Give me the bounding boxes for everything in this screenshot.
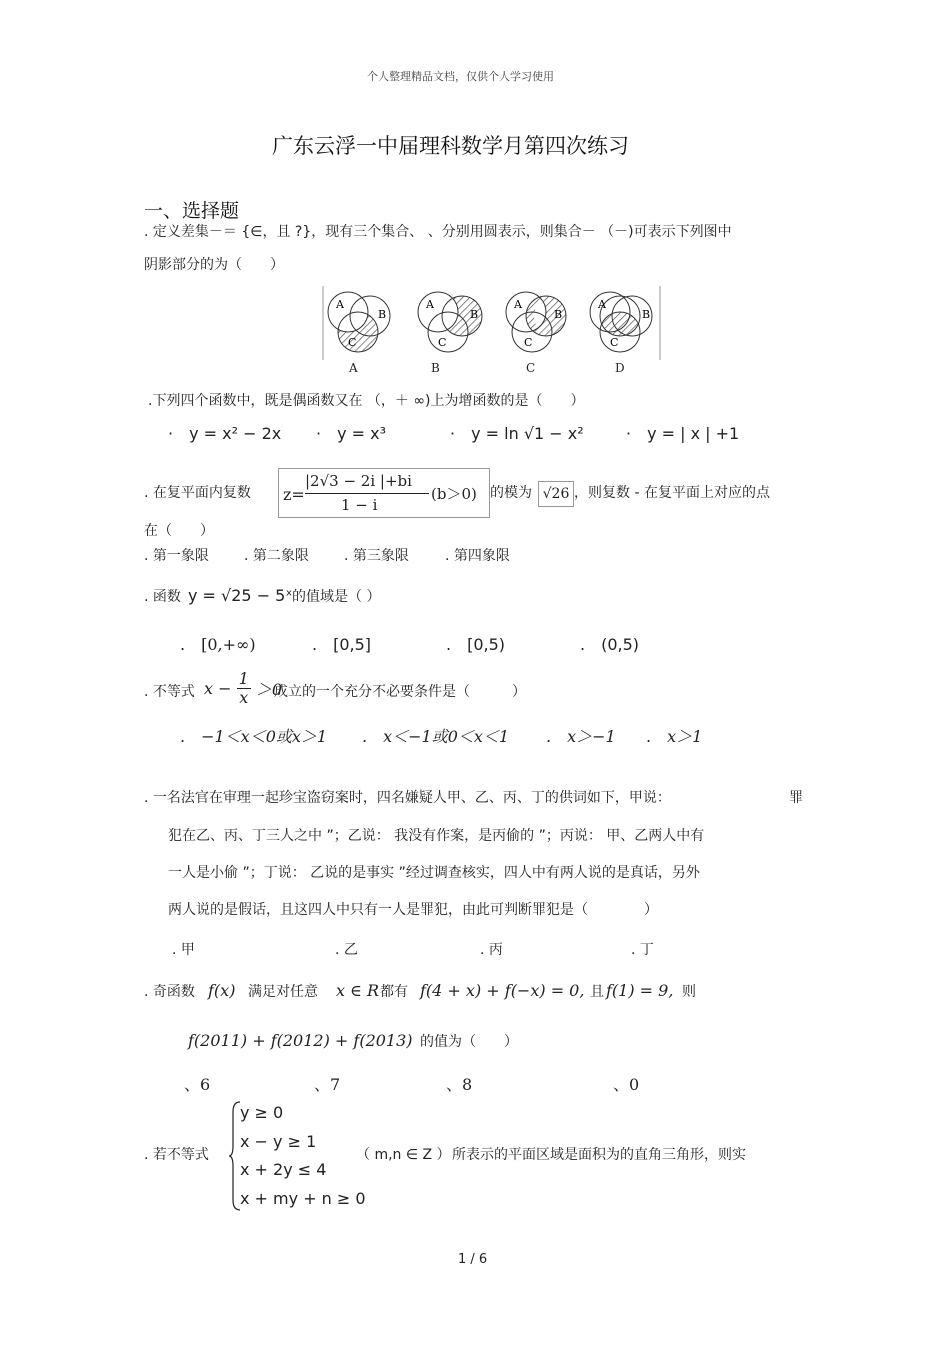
- venn-diagrams: [322, 284, 662, 376]
- q3-mid: 的模为: [490, 485, 532, 501]
- venn-d: [590, 292, 652, 352]
- q4-option-d: . (0,5): [580, 635, 640, 654]
- q5-option-c: . x＞−1: [546, 727, 616, 746]
- q6-option-b: . 乙: [335, 942, 358, 958]
- q6-line3: 一人是小偷 ”；丁说： 乙说的是事实 ”经过调查核实，四人中有两人说的是真话，另外: [168, 865, 700, 881]
- q7-post: 的值为（ ）: [420, 1034, 518, 1050]
- q7-mid1: 满足对任意: [248, 984, 318, 1000]
- q2-option-b: · y = x³: [316, 424, 387, 443]
- venn-label-b: B: [431, 361, 440, 375]
- q7-eq: f(4 + x) + f(−x) = 0,: [420, 981, 585, 1000]
- q6-line1: . 一名法官在审理一起珍宝盗窃案时，四名嫌疑人甲、乙、丙、丁的供词如下，甲说：: [144, 790, 671, 806]
- q4-expr: y = √25 − 5ˣ: [188, 586, 293, 605]
- svg-text:C: C: [438, 336, 447, 349]
- svg-text:B: B: [554, 308, 563, 321]
- q3-complex-expr: z= |2√3 − 2i |+bi 1 − i (b＞0): [278, 468, 490, 518]
- q7-mid2: 都有: [380, 984, 408, 1000]
- svg-text:B: B: [378, 308, 387, 321]
- q5-option-d: . x＞1: [646, 727, 703, 746]
- q4-post: 的值域是（ ）: [292, 589, 381, 605]
- q6-option-d: . 丁: [631, 942, 654, 958]
- q3-post: ，则复数 - 在复平面上对应的点: [574, 485, 770, 501]
- q5-pre: . 不等式: [144, 684, 195, 700]
- header-note: 个人整理精品文档，仅供个人学习使用: [367, 70, 554, 83]
- q6-option-a: . 甲: [172, 942, 195, 958]
- page-number: 1 / 6: [458, 1252, 488, 1267]
- section-heading: 一、选择题: [144, 200, 240, 222]
- q7-mid3: 且: [590, 984, 604, 1000]
- q5-option-a: . −1＜x＜0或x＞1: [180, 727, 328, 746]
- q6-line4: 两人说的是假话，且这四人中只有一人是罪犯，由此可判断罪犯是（ ）: [168, 902, 658, 918]
- svg-text:C: C: [524, 336, 533, 349]
- venn-c: [506, 292, 566, 352]
- q5-post: 成立的一个充分不必要条件是（ ）: [274, 684, 526, 700]
- q7-option-c: 、8: [446, 1075, 473, 1094]
- q6-line2: 犯在乙、丙、丁三人之中 ”；乙说： 我没有作案，是丙偷的 ”；丙说： 甲、乙两人中有: [168, 828, 705, 844]
- q8-ineq-4: x + my + n ≥ 0: [240, 1189, 366, 1208]
- q6-option-c: . 丙: [480, 942, 503, 958]
- q7-then: 则: [682, 984, 696, 1000]
- svg-text:C: C: [348, 336, 357, 349]
- q2-option-d: · y = | x | +1: [626, 424, 740, 443]
- q4-option-a: . [0,+∞): [180, 635, 256, 654]
- q8-pre: . 若不等式: [144, 1147, 209, 1163]
- page-title: 广东云浮一中届理科数学月第四次练习: [272, 134, 629, 158]
- q2-option-c: · y = ln √1 − x²: [450, 424, 584, 443]
- q8-ineq-1: y ≥ 0: [240, 1103, 284, 1122]
- q7-f1: f(1) = 9,: [606, 981, 674, 1000]
- q7-option-a: 、6: [184, 1075, 211, 1094]
- q8-cond: （ m,n ∈ Z ）: [356, 1147, 451, 1163]
- svg-text:C: C: [610, 336, 619, 349]
- q3-option-c: . 第三象限: [344, 548, 409, 564]
- q4-option-c: . [0,5): [446, 635, 506, 654]
- venn-label-c: C: [526, 361, 536, 375]
- q8-ineq-2: x − y ≥ 1: [240, 1132, 317, 1151]
- q3-option-b: . 第二象限: [244, 548, 309, 564]
- q7-fx: f(x): [208, 981, 236, 1000]
- q5-option-b: . x＜−1或0＜x＜1: [362, 727, 510, 746]
- venn-label-d: D: [615, 361, 625, 375]
- q7-pre: . 奇函数: [144, 984, 195, 1000]
- venn-label-a: A: [349, 361, 358, 375]
- q4-pre: . 函数: [144, 589, 181, 605]
- svg-text:A: A: [426, 298, 434, 311]
- q8-ineq-3: x + 2y ≤ 4: [240, 1160, 327, 1179]
- q5-expr: x − $\frac{1}{x}$ ＞0: [204, 669, 283, 707]
- q7-xr: x ∈ R: [336, 981, 380, 1000]
- q1-line2: 阴影部分的为（ ）: [144, 257, 284, 273]
- q4-option-b: . [0,5]: [312, 635, 372, 654]
- svg-text:A: A: [598, 298, 606, 311]
- venn-b: [418, 292, 482, 352]
- q3-pre: . 在复平面内复数: [144, 485, 251, 501]
- q7-option-d: 、0: [613, 1075, 640, 1094]
- q1-line1: . 定义差集－＝ {∈，且 ?}，现有三个集合、 、分别用圆表示，则集合－ （－)可表示下列图中: [144, 224, 732, 240]
- q2-option-a: · y = x² − 2x: [168, 424, 282, 443]
- svg-text:A: A: [514, 298, 522, 311]
- q3-modulus: √26: [538, 481, 574, 507]
- q7-option-b: 、7: [314, 1075, 341, 1094]
- q3-line2: 在（ ）: [144, 523, 214, 539]
- svg-text:A: A: [336, 298, 344, 311]
- q3-option-d: . 第四象限: [445, 548, 510, 564]
- venn-a: [328, 292, 390, 352]
- svg-text:B: B: [642, 308, 651, 321]
- q3-option-a: . 第一象限: [144, 548, 209, 564]
- q8-post: 所表示的平面区域是面积为的直角三角形，则实: [452, 1147, 746, 1163]
- q2-stem: .下列四个函数中，既是偶函数又在 （，＋ ∞)上为增函数的是（ ）: [148, 393, 585, 409]
- svg-text:B: B: [470, 308, 479, 321]
- q7-sum: f(2011) + f(2012) + f(2013): [188, 1031, 413, 1050]
- q6-line1-end: 罪: [789, 790, 803, 806]
